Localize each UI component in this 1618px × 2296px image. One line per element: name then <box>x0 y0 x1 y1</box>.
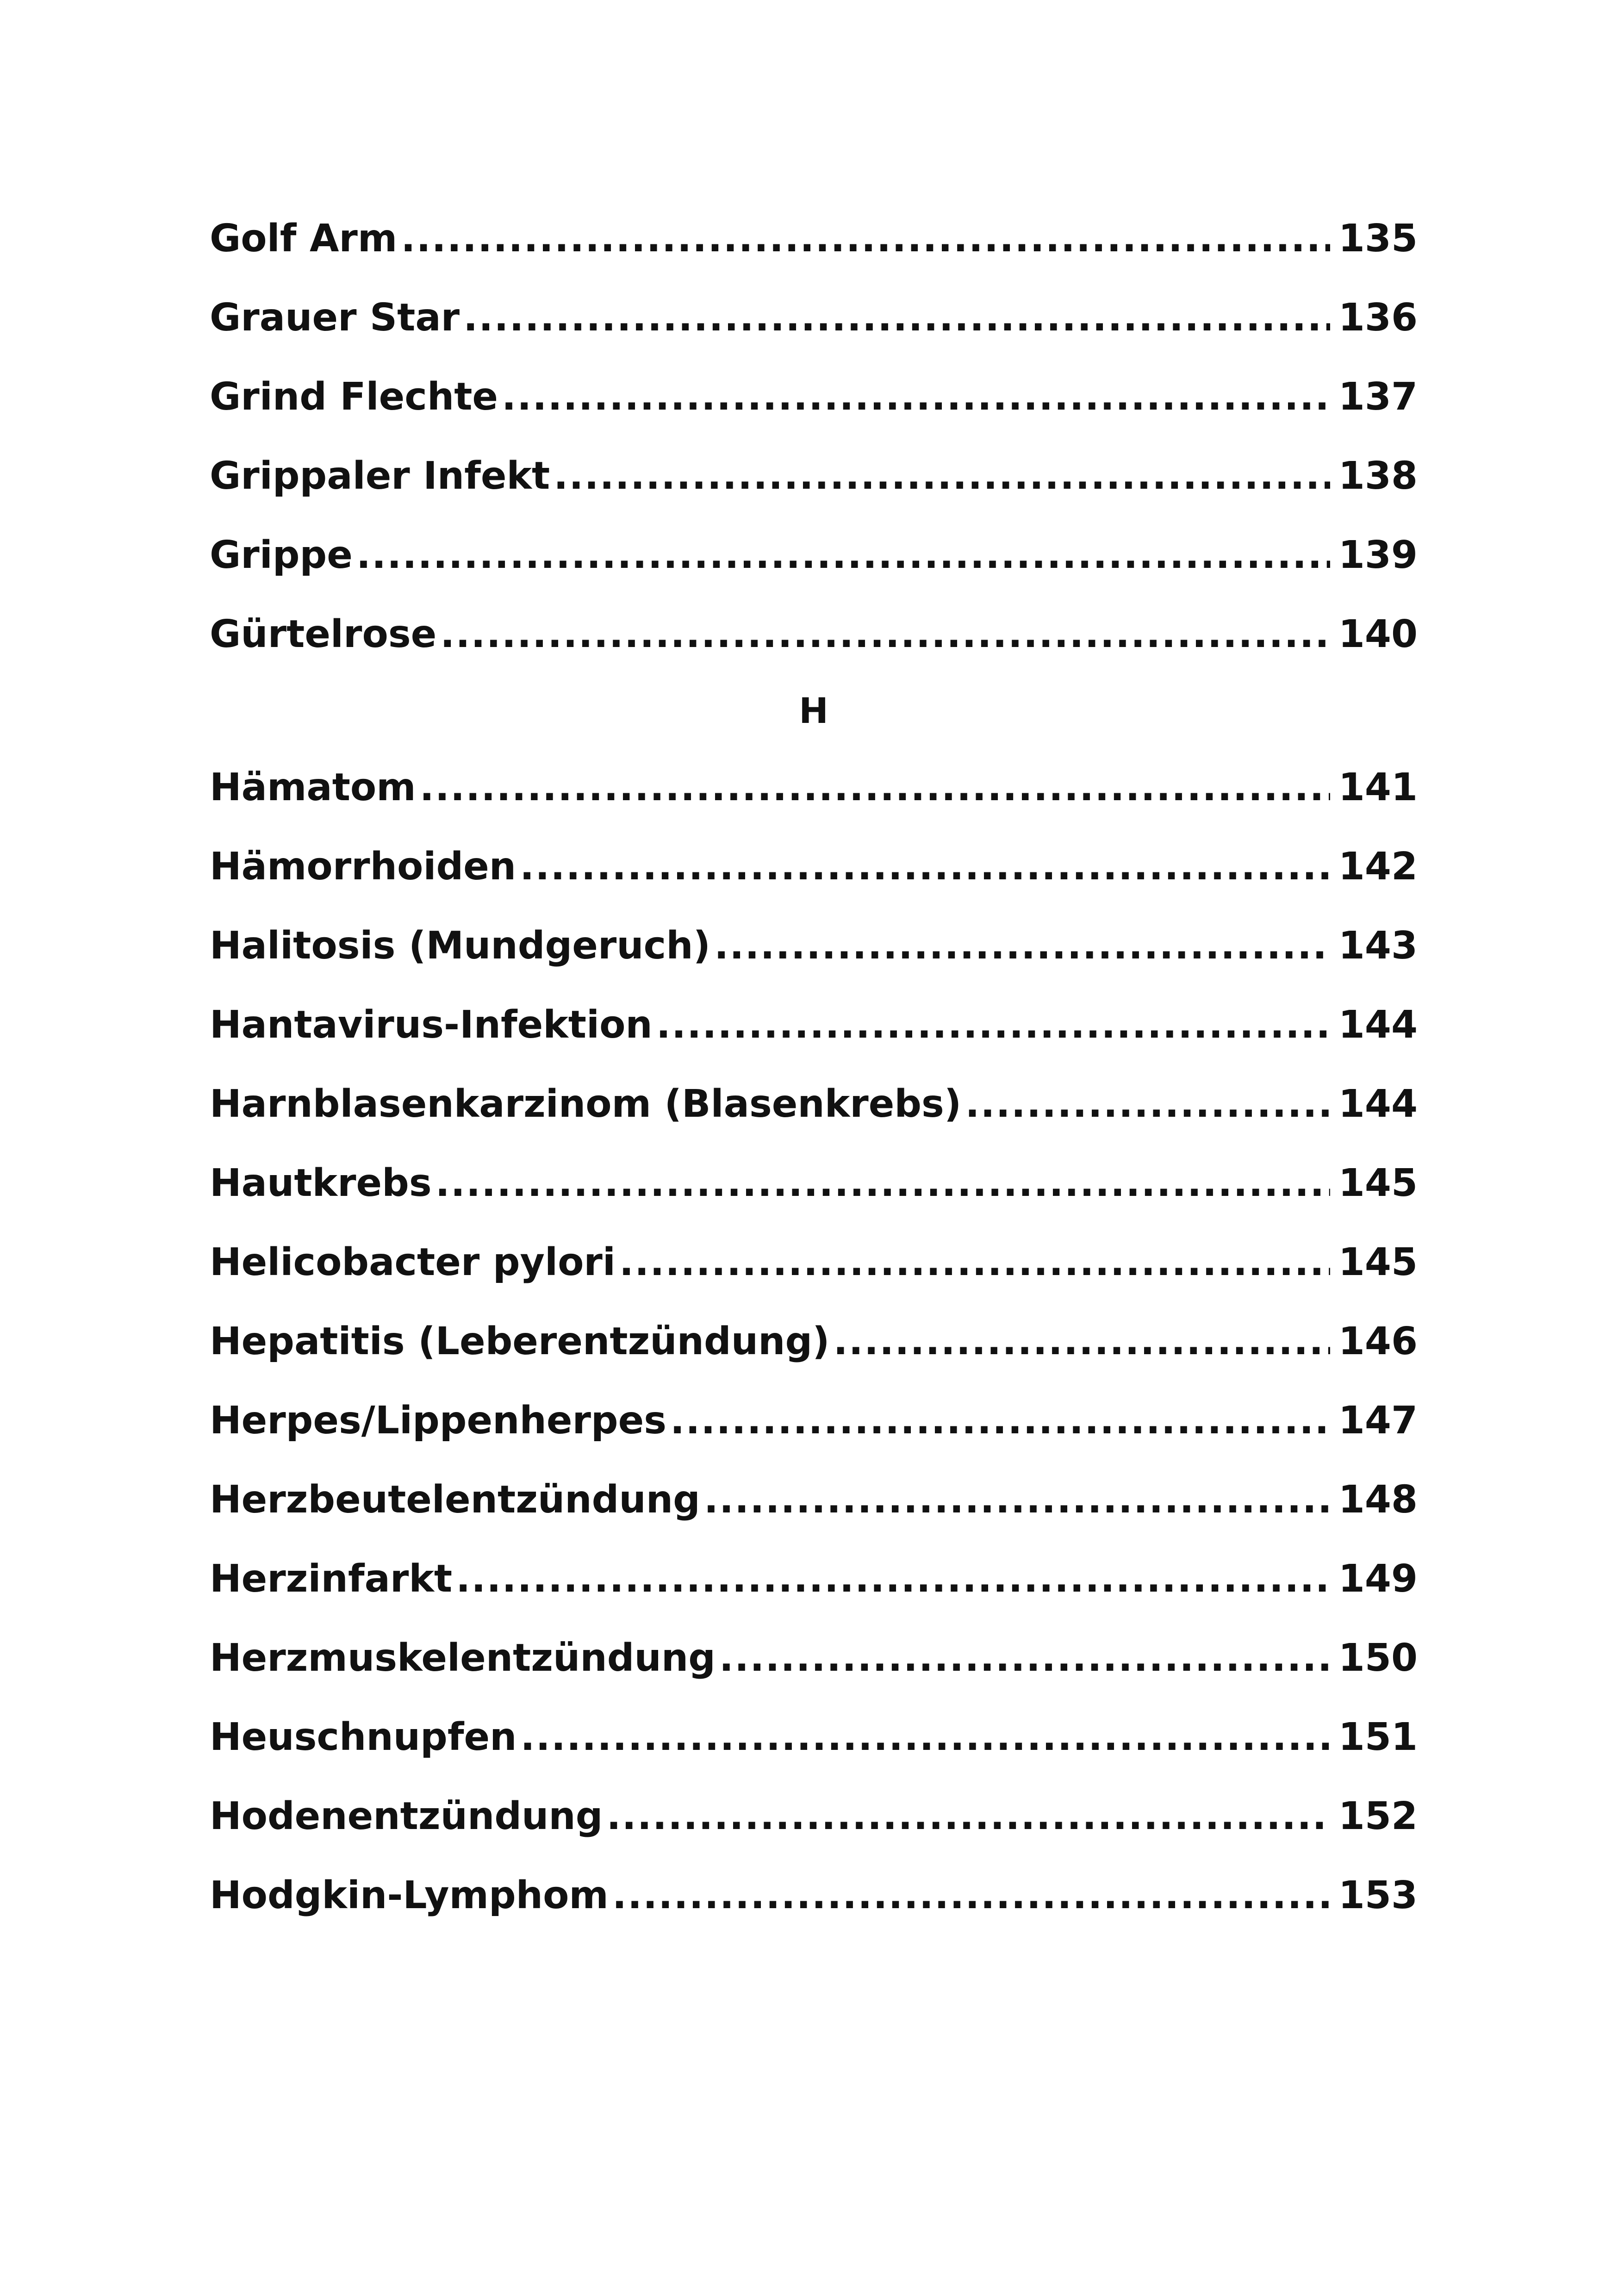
toc-entry-label: Hepatitis (Leberentzündung) <box>210 1319 830 1363</box>
toc-leader-dots <box>670 1381 1330 1460</box>
toc-entry-page: 146 <box>1338 1319 1418 1363</box>
toc-entry[interactable] <box>210 357 1418 436</box>
toc-entry[interactable] <box>210 516 1418 595</box>
toc-entry-label: Halitosis (Mundgeruch) <box>210 924 711 968</box>
toc-entry[interactable] <box>210 199 1418 278</box>
toc-entry[interactable] <box>210 436 1418 516</box>
toc-leader-dots <box>704 1460 1330 1539</box>
toc-entry-label: Golf Arm <box>210 217 398 261</box>
toc-entry-label: Heuschnupfen <box>210 1715 517 1759</box>
toc-entry[interactable] <box>210 1223 1418 1302</box>
table-of-contents <box>210 199 1418 1935</box>
toc-entry-page: 148 <box>1338 1478 1418 1522</box>
toc-entry[interactable] <box>210 827 1418 906</box>
toc-leader-dots <box>420 748 1330 827</box>
toc-leader-dots <box>714 906 1330 985</box>
toc-entry-label: Grippaler Infekt <box>210 454 550 498</box>
toc-entry[interactable] <box>210 1777 1418 1856</box>
toc-leader-dots <box>440 595 1330 674</box>
toc-entry[interactable] <box>210 1381 1418 1460</box>
toc-entry[interactable] <box>210 1144 1418 1223</box>
toc-entry-page: 143 <box>1338 924 1418 968</box>
toc-entry-page: 142 <box>1338 845 1418 889</box>
toc-leader-dots <box>436 1144 1330 1223</box>
toc-entry-label: Grauer Star <box>210 296 460 340</box>
toc-entry-label: Grind Flechte <box>210 375 498 419</box>
toc-entry[interactable] <box>210 906 1418 985</box>
toc-entry[interactable] <box>210 1698 1418 1777</box>
toc-leader-dots <box>619 1223 1330 1302</box>
toc-entry-page: 136 <box>1338 296 1418 340</box>
toc-entry-label: Gürtelrose <box>210 612 437 656</box>
toc-entry[interactable] <box>210 1856 1418 1935</box>
toc-leader-dots <box>520 827 1330 906</box>
toc-entry-page: 149 <box>1338 1557 1418 1601</box>
toc-entry-label: Hantavirus-Infektion <box>210 1003 653 1047</box>
toc-entry-page: 140 <box>1338 612 1418 656</box>
toc-leader-dots <box>554 436 1330 516</box>
toc-leader-dots <box>456 1539 1330 1618</box>
toc-entry-page: 141 <box>1338 765 1418 809</box>
toc-entry-page: 150 <box>1338 1636 1418 1680</box>
toc-entry-label: Hämorrhoiden <box>210 845 517 889</box>
toc-entry[interactable] <box>210 595 1418 674</box>
toc-leader-dots <box>502 357 1330 436</box>
toc-leader-dots <box>612 1856 1330 1935</box>
toc-leader-dots <box>401 199 1330 278</box>
toc-entry[interactable] <box>210 278 1418 357</box>
toc-entry-label: Hodenentzündung <box>210 1794 603 1838</box>
toc-entry[interactable] <box>210 1064 1418 1144</box>
toc-entry[interactable] <box>210 1539 1418 1618</box>
toc-leader-dots <box>656 985 1330 1064</box>
toc-entry-page: 147 <box>1338 1399 1418 1443</box>
toc-entry[interactable] <box>210 1460 1418 1539</box>
toc-entry-label: Helicobacter pylori <box>210 1240 616 1284</box>
toc-entry-page: 145 <box>1338 1240 1418 1284</box>
toc-entry-page: 135 <box>1338 217 1418 261</box>
toc-entry[interactable] <box>210 985 1418 1064</box>
toc-leader-dots <box>719 1618 1330 1698</box>
toc-entry-label: Hämatom <box>210 765 416 809</box>
toc-leader-dots <box>834 1302 1330 1381</box>
toc-entry-page: 152 <box>1338 1794 1418 1838</box>
toc-entry-label: Hodgkin-Lymphom <box>210 1873 609 1917</box>
toc-entry-page: 144 <box>1338 1082 1418 1126</box>
toc-entry-page: 144 <box>1338 1003 1418 1047</box>
toc-entry-label: Grippe <box>210 533 353 577</box>
toc-leader-dots <box>356 516 1330 595</box>
toc-entry-label: Herzmuskelentzündung <box>210 1636 716 1680</box>
toc-entry-label: Hautkrebs <box>210 1161 432 1205</box>
toc-entry-label: Herzinfarkt <box>210 1557 453 1601</box>
toc-leader-dots <box>606 1777 1330 1856</box>
toc-entry[interactable] <box>210 1302 1418 1381</box>
toc-entry-page: 139 <box>1338 533 1418 577</box>
toc-entry-label: Herzbeutelentzündung <box>210 1478 700 1522</box>
toc-entry-page: 137 <box>1338 375 1418 419</box>
toc-entry-label: Harnblasenkarzinom (Blasenkrebs) <box>210 1082 962 1126</box>
toc-leader-dots <box>463 278 1330 357</box>
section-heading-h: H <box>799 690 828 731</box>
toc-entry[interactable] <box>210 1618 1418 1698</box>
toc-entry-page: 138 <box>1338 454 1418 498</box>
toc-entry-page: 151 <box>1338 1715 1418 1759</box>
toc-leader-dots <box>521 1698 1330 1777</box>
toc-entry[interactable] <box>210 748 1418 827</box>
toc-entry-page: 145 <box>1338 1161 1418 1205</box>
toc-entry-label: Herpes/Lippenherpes <box>210 1399 667 1443</box>
toc-entry-page: 153 <box>1338 1873 1418 1917</box>
toc-leader-dots <box>965 1064 1330 1144</box>
